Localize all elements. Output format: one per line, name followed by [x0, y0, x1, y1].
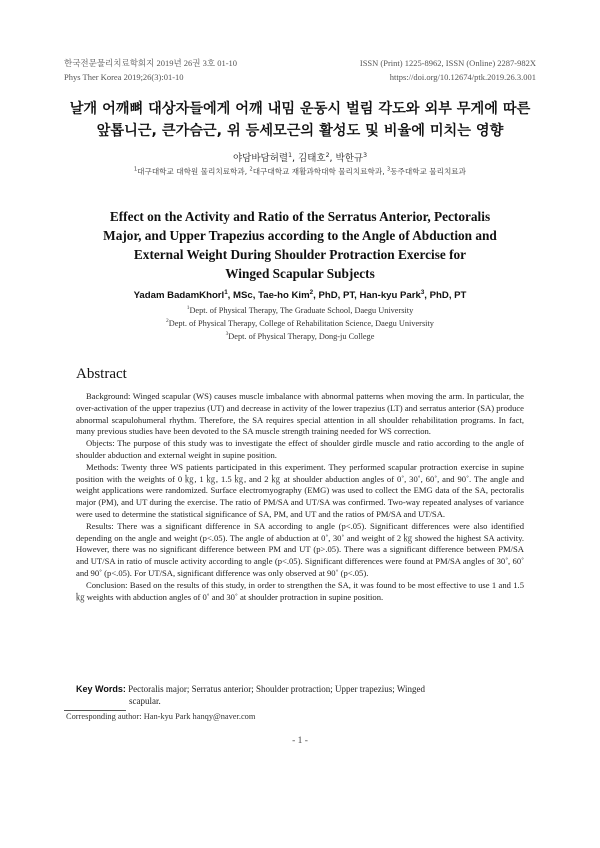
- author-name: Tae-ho Kim: [258, 290, 310, 301]
- author-degree: MSc: [233, 290, 253, 301]
- affiliation: 대구대학교 재활과학대학 물리치료학과: [252, 167, 383, 176]
- corresponding-author: Corresponding author: Han-kyu Park hanqy@naver.com: [66, 712, 256, 721]
- author-name: 야담바담허렬: [233, 153, 289, 164]
- keywords: [76, 683, 526, 707]
- korean-affiliations: $^1$대구대학교 대학원 물리치료학과, $^2$대구대학교 재활과학대학 물리치료학과, $^3$동주대학교 물리치료과: [134, 166, 466, 176]
- english-affiliation-2: $^2$Dept. of Physical Therapy, College of Rehabilitation Science, Daegu University: [166, 318, 434, 328]
- author-name: 박한규: [335, 153, 364, 164]
- korean-title-line-1: 날개 어깨뼈 대상자들에게 어깨 내밈 운동시 벌림 각도와 외부 무게에 따른: [69, 101, 531, 117]
- english-title-line: External Weight During Shoulder Protraction Exercise for: [133, 247, 467, 262]
- journal-header-right: [360, 56, 536, 84]
- journal-citation: Phys Ther Korea 2019;26(3):01-10: [64, 72, 184, 82]
- page-number: - 1 -: [292, 736, 308, 746]
- keywords-list: Pectoralis major; Serratus anterior; Shoulder protraction; Upper trapezius; Winged: [128, 684, 425, 694]
- english-title-line: Major, and Upper Trapezius according to the Angle of Abduction and: [103, 228, 497, 243]
- journal-header-left: [64, 56, 237, 84]
- english-title-line: Winged Scapular Subjects: [225, 266, 375, 281]
- footnote-divider: [64, 710, 126, 711]
- korean-authors: 야담바담허렬$^1$, 김태호$^2$, 박한규$^3$: [233, 151, 367, 164]
- journal-name-korean: 한국전문물리치료학회지 2019년 26권 3호 01-10: [64, 58, 238, 68]
- author-name: Yadam BadamKhorl: [133, 290, 225, 301]
- affiliation: 대구대학교 대학원 물리치료학과: [137, 167, 245, 176]
- english-authors: Yadam BadamKhorl$^1$, MSc, Tae-ho Kim$^2$, PhD, PT, Han-kyu Park$^3$, PhD, PT: [133, 288, 467, 301]
- affiliation: 동주대학교 물리치료과: [390, 167, 466, 176]
- korean-title: [50, 98, 550, 142]
- abstract-heading: Abstract: [76, 366, 127, 382]
- english-affiliation-1: $^1$Dept. of Physical Therapy, The Graduate School, Daegu University: [186, 305, 414, 315]
- abstract-results: Results: There was a significant difference in SA according to angle (p<.05). Significant differences were also identified depending on the angle and weight (p<.05). The angle of abduction at 0˚, 30˚ and weight of 2 ㎏ showed the highest SA activity. However, there was no significant difference between PM and UT (p>.05). There was a significant difference between PM/SA and UT/SA in ratio of muscle activity according to angle (p<.05). Significant differences were found at PM/SA angles of 30˚, 60˚ and 90˚ (p<.05). For UT/SA, significant difference was only observed at 90˚ (p<.05).: [76, 520, 524, 578]
- abstract-background: Background: Winged scapular (WS) causes muscle imbalance with abnormal patterns when moving the arm. In particular, the over-activation of the upper trapezius (UT) and decrease in activity of the lower trapezius (LT) and serratus anterior (SA) produce abnormal scapulohumeral rhythm. Therefore, the SA requires special attention in all shoulder rehabilitation programs. In fact, many previous studies have been devoted to the SA muscle strength training needed for WS correction.: [76, 391, 524, 437]
- english-title-line: Effect on the Activity and Ratio of the Serratus Anterior, Pectoralis: [109, 209, 491, 224]
- keywords-list-continued: scapular.: [129, 696, 161, 706]
- author-degree: PhD, PT: [318, 290, 355, 301]
- english-affiliation-3: $^3$Dept. of Physical Therapy, Dong-ju College: [225, 331, 375, 341]
- author-degree: PhD, PT: [429, 290, 467, 301]
- keywords-label: Key Words:: [76, 684, 126, 694]
- english-title: [40, 207, 560, 283]
- author-name: 김태호: [298, 153, 326, 164]
- author-name: Han-kyu Park: [359, 290, 421, 301]
- abstract-objects: Objects: The purpose of this study was to investigate the effect of shoulder girdle muscle and ratio according to the angle of shoulder abduction and external weight in supine position.: [76, 438, 524, 460]
- korean-title-line-2: 앞톱니근, 큰가슴근, 위 등세모근의 활성도 및 비율에 미치는 영향: [96, 123, 504, 139]
- issn-text: ISSN (Print) 1225-8962, ISSN (Online) 2287-982X: [359, 58, 536, 68]
- doi-link[interactable]: https://doi.org/10.12674/ptk.2019.26.3.001: [389, 72, 536, 82]
- abstract-body: [76, 391, 524, 603]
- abstract-methods: Methods: Twenty three WS patients participated in this experiment. They performed scapular protraction exercise in supine position with the weights of 0 ㎏, 1 ㎏, 1.5 ㎏, and 2 ㎏ at shoulder abduction angles of 0˚, 30˚, 60˚, and 90˚. The angle and weight applications were randomized. Surface electromyography (EMG) was used to collect the EMG data of the SA, pectoralis major (PM), and UT during the exercise. The ratio of PM/SA and UT/SA was confirmed. Two-way repeated analyses of variance were used to determine the statistical significance of SA, PM, and UT and the ratios of PM/SA and UT/SA.: [76, 461, 524, 519]
- abstract-conclusion: Conclusion: Based on the results of this study, in order to strengthen the SA, it was found to be most effective to use 1 and 1.5 ㎏ weights with abduction angles of 0˚ and 30˚ at shoulder protraction in supine position.: [76, 579, 524, 602]
